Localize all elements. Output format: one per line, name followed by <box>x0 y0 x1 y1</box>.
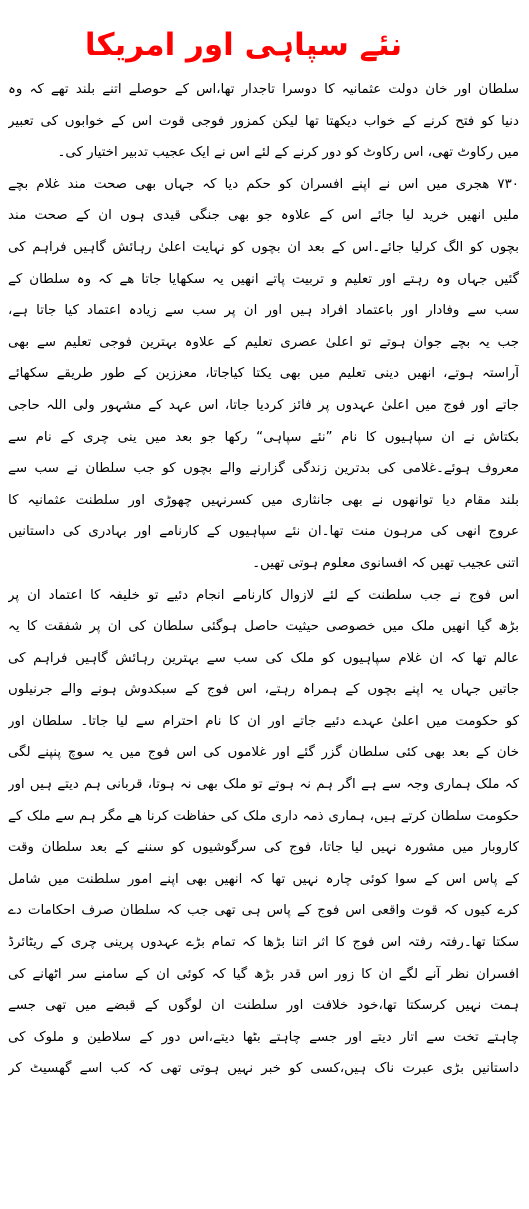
text-line: کے پاس اس کے سوا کوئی چارہ نہیں تھا کہ انھیں بھی اپنے امور سلطنت میں شامل <box>8 871 519 887</box>
text-line: میں رکاوٹ تھی، اس رکاوٹ کو دور کرنے کے لئے اس نے ایک عجیب تدبیر اختیار کی۔ <box>57 145 519 161</box>
text-line: جاتیں جہاں یہ اپنے بچوں کے ہمراہ رہتے، اس فوج کے سبکدوش ہونے والے جرنیلوں <box>8 682 519 698</box>
text-line: چاہتے تخت سے اتار دیتے اور جسے چاہتے بٹھا دیتے،اس دور کے سلاطین و ملوک کی <box>8 1029 519 1045</box>
text-line: کاروبار میں مشورہ نہیں لیا جاتا، فوج کی سرگوشیوں کو سننے کے بعد سلطان وقت <box>8 840 519 856</box>
text-line: معروف ہوئے۔غلامی کی بدترین زندگی گزارنے والے بچوں کو جب سلطان نے سب سے <box>8 461 519 477</box>
text-line: بلند مقام دیا توانھوں نے بھی جانثاری میں کسرنہیں چھوڑی اور سلطنت عثمانیہ کا <box>8 492 519 508</box>
text-line: اس فوج نے جب سلطنت کے لئے لازوال کارنامے انجام دئیے تو خلیفہ کا اعتماد ان پر <box>8 587 519 603</box>
paragraph-2 <box>8 580 519 1086</box>
text-line: ہمت نہیں کرسکتا تھا،خود خلافت اور سلطنت ان لوگوں کے قبضے میں تھی جسے <box>8 998 519 1014</box>
text-line: کو حکومت میں اعلیٰ عہدے دئیے جاتے اور ان کا نام احترام سے لیا جاتا۔ سلطان اور <box>8 713 519 729</box>
text-line: داستانیں بڑی عبرت ناک ہیں،کسی کو خبر نہیں ہوتی تھی کہ کب اسے گھسیٹ کر <box>8 1061 519 1077</box>
text-line: اتنی عجیب تھیں کہ افسانوی معلوم ہوتی تھیں۔ <box>252 555 519 571</box>
text-line: عروج انھی کی مرہون منت تھا۔ان نئے سپاہیوں کے کارنامے اور بہادری کی داستانیں <box>8 524 519 540</box>
text-line: بڑھ گیا انھیں ملک میں خصوصی حیثیت حاصل ہوگئی سلطان کی ان پر شفقت کا یہ <box>8 619 519 635</box>
text-line: عالم تھا کہ ان غلام سپاہیوں کو ملک کی سب سے بہترین رہائش گاہیں فراہم کی <box>8 650 519 666</box>
text-line: افسران نظر آنے لگے ان کا زور اس قدر بڑھ گیا کہ کوئی ان کے سامنے سر اٹھانے کی <box>8 966 519 982</box>
text-line: گئیں جہاں وہ رہتے اور تعلیم و تربیت پاتے انھیں یہ سکھایا جاتا ھے کہ وہ سلطان کے <box>8 271 519 287</box>
text-line: آراستہ ہوتے، انھیں دینی تعلیم میں بھی یکتا کیاجاتا، معززین کے طور طریقے سکھائے <box>8 366 519 382</box>
text-line: بکتاش نے ان سپاہیوں کا نام ”نئے سپاہی“ رکھا جو بعد میں ینی چری کے نام سے <box>8 429 519 445</box>
paragraph-1 <box>8 74 519 580</box>
text-line: جب یہ بچے جوان ہوتے تو اعلیٰ عصری تعلیم کے علاوہ بہترین فوجی تعلیم سے بھی <box>8 334 519 350</box>
text-line: کہ ملک ہماری وجہ سے ہے اگر ہم نہ ہوتے تو ملک بھی نہ ہوتا، قربانی ہم دیتے ہیں اور <box>8 777 519 793</box>
text-line: سلطان اور خان دولت عثمانیہ کا دوسرا تاجدار تھا،اس کے حوصلے اتنے بلند تھے کہ وہ <box>8 82 519 97</box>
text-line: کرے کیوں کہ قوت واقعی اس فوج کے پاس ہی تھی جب کہ سلطان صرف احکامات دے <box>8 903 519 919</box>
text-line: ملیں انھیں خرید لیا جائے اس کے علاوہ جو بھی جنگی قیدی ہوں ان کے صحت مند <box>8 208 519 224</box>
text-line: بچوں کو الگ کرلیا جائے۔اس کے بعد ان بچوں کو نہایت اعلیٰ رہائش گاہیں فراہم کی <box>8 239 519 255</box>
text-line: سکتا تھا۔رفتہ رفتہ اس فوج کا اثر اتنا بڑھا کہ تمام بڑے عہدوں پرینی چری کے ریٹائرڈ <box>8 935 519 951</box>
text-line: دنیا کو فتح کرنے کے خواب دیکھتا تھا لیکن کمزور فوجی قوت اس کے خوابوں کی تعبیر <box>8 113 519 129</box>
text-line: سب سے وفادار اور باعتماد افراد ہیں اور ان پر سب سے زیادہ اعتماد کیا جاتا ہے، <box>8 303 519 319</box>
text-line: حکومت سلطان کرتے ہیں، ہماری ذمہ داری ملک کی حفاظت کرنا ھے مگر ہم سے ملک کے <box>8 808 519 824</box>
text-line: خان کے بعد بھی کئی سلطان گزر گئے اور غلاموں کی اس فوج میں یہ سوچ پنپنے لگی <box>8 745 519 761</box>
article-title: نئے سپاہی اور امریکا <box>84 27 403 63</box>
text-line: جاتے اور فوج میں اعلیٰ عہدوں پر فائز کردیا جاتا، اس عہد کے مشہور ولی اللہ حاجی <box>8 397 519 413</box>
text-line: ۷۳۰ ھجری میں اس نے اپنے افسران کو حکم دیا کہ جہاں بھی صحت مند غلام بچے <box>8 176 519 192</box>
